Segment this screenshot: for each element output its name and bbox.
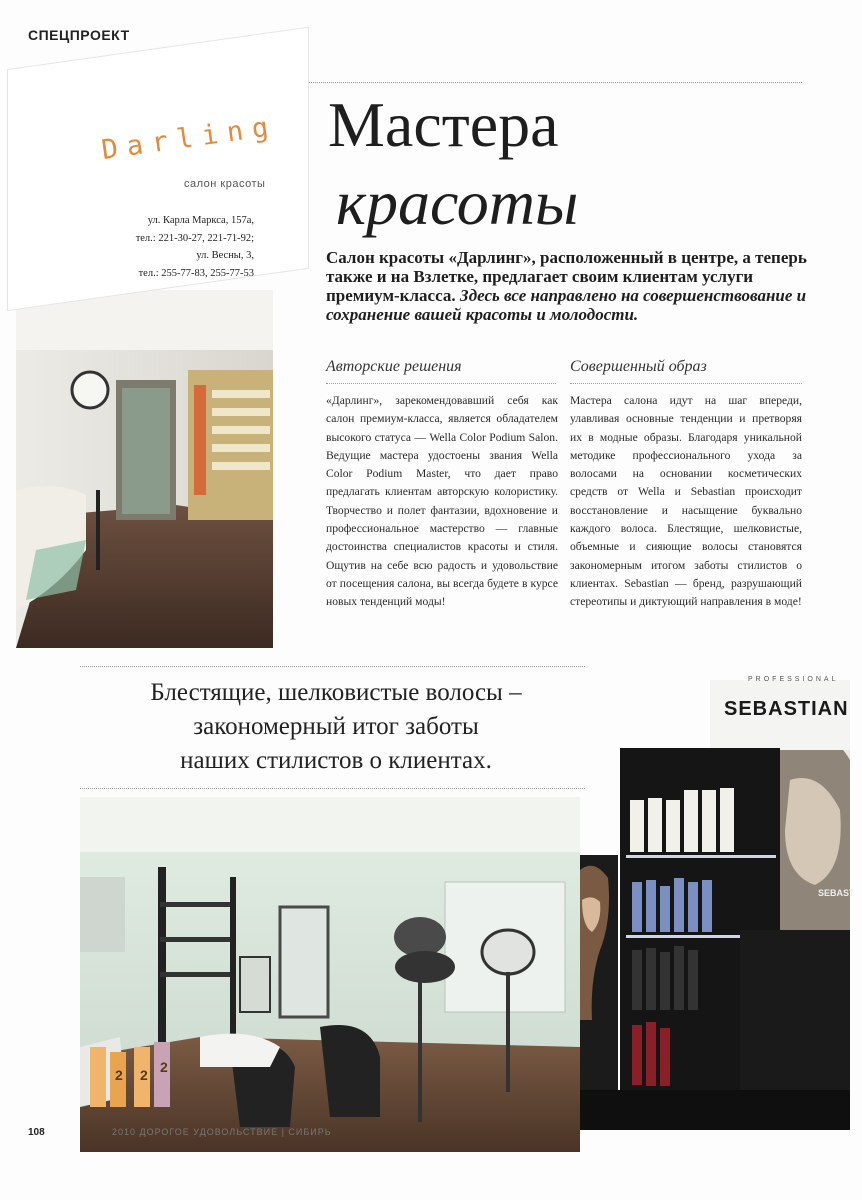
- address-line: ул. Весны, 3,: [196, 250, 254, 261]
- column-2-rule: [570, 383, 802, 384]
- title-line-2: красоты: [336, 167, 579, 238]
- column-1-text: «Дарлинг», зарекомендовавший себя как салон премиум-класса, является обладателем высокого статуса — Wella Color Podium Salon. Ведущие мастера удостоены звания Wella Color Podium Master, что дает право предлагать клиентам авторскую колористику. Творчество и полет фантазии, вдохновение и профессиональное мастерство — главные достоинства специалистов красоты и стиля. Ощутив на себе всю радость и удовольствие от посещения салона, вы всегда будете в курсе новых тенденций моды!: [326, 394, 558, 609]
- salon-interior-photo: [80, 797, 580, 1152]
- column-1-heading: Авторские решения: [326, 358, 462, 375]
- address-line: тел.: 255-77-83, 255-77-53: [138, 267, 254, 279]
- address-line: ул. Карла Маркса, 157а,: [147, 215, 254, 226]
- article-lead: [326, 248, 826, 324]
- quote-line: наших стилистов о клиентах.: [180, 747, 492, 774]
- title-line-1: Мастера: [328, 89, 559, 160]
- bottle-label: 2: [115, 1067, 123, 1083]
- publication-footer: 2010 ДОРОГОЕ УДОВОЛЬСТВИЕ | СИБИРЬ: [112, 1127, 332, 1137]
- lead-italic: Здесь все направлено на совершенствование и сохранение вашей красоты и молодости.: [326, 286, 807, 324]
- salon-reception-photo: [16, 290, 273, 648]
- lead-regular: Салон красоты «Дарлинг», расположенный в центре, а теперь также и на Взлетке, предлагает своим клиентам услуги премиум-класса.: [326, 248, 807, 305]
- darling-logo: Darling: [99, 110, 280, 166]
- brand-sign-top: PROFESSIONAL: [748, 676, 839, 683]
- column-1-rule: [326, 383, 556, 384]
- sebastian-display-photo: [560, 650, 855, 1130]
- quote-rule-top: [80, 666, 585, 667]
- bottle-label: 2: [140, 1067, 148, 1083]
- bottle-label: 2: [160, 1059, 168, 1075]
- brand-sign: SEBASTIAN: [724, 698, 849, 720]
- logo-subtitle: салон красоты: [184, 178, 266, 190]
- quote-rule-bottom: [80, 788, 585, 789]
- article-title: [328, 86, 578, 242]
- quote-line: Блестящие, шелковистые волосы –: [150, 679, 522, 706]
- section-label: СПЕЦПРОЕКТ: [28, 27, 130, 43]
- pull-quote: [86, 676, 586, 778]
- page-number: 108: [28, 1127, 45, 1138]
- brand-sign-small: SEBAST: [818, 888, 855, 898]
- quote-line: закономерный итог заботы: [193, 713, 479, 740]
- salon-address: [100, 212, 254, 282]
- column-2-text: Мастера салона идут на шаг впереди, улавливая основные тенденции и претворяя их в модные образы. Благодаря уникальной методике профессионального ухода за волосами на основании косметических средств от Wella и Sebastian происходит восстановление и насыщение буквально каждого волоса. Блестящие, шелковистые, объемные и сияющие волосы становятся закономерным итогом заботы стилистов о клиентах. Sebastian — бренд, разрушающий стереотипы и диктующий направления в моде!: [570, 394, 802, 609]
- column-2-heading: Совершенный образ: [570, 358, 707, 375]
- address-line: тел.: 221-30-27, 221-71-92;: [135, 232, 254, 244]
